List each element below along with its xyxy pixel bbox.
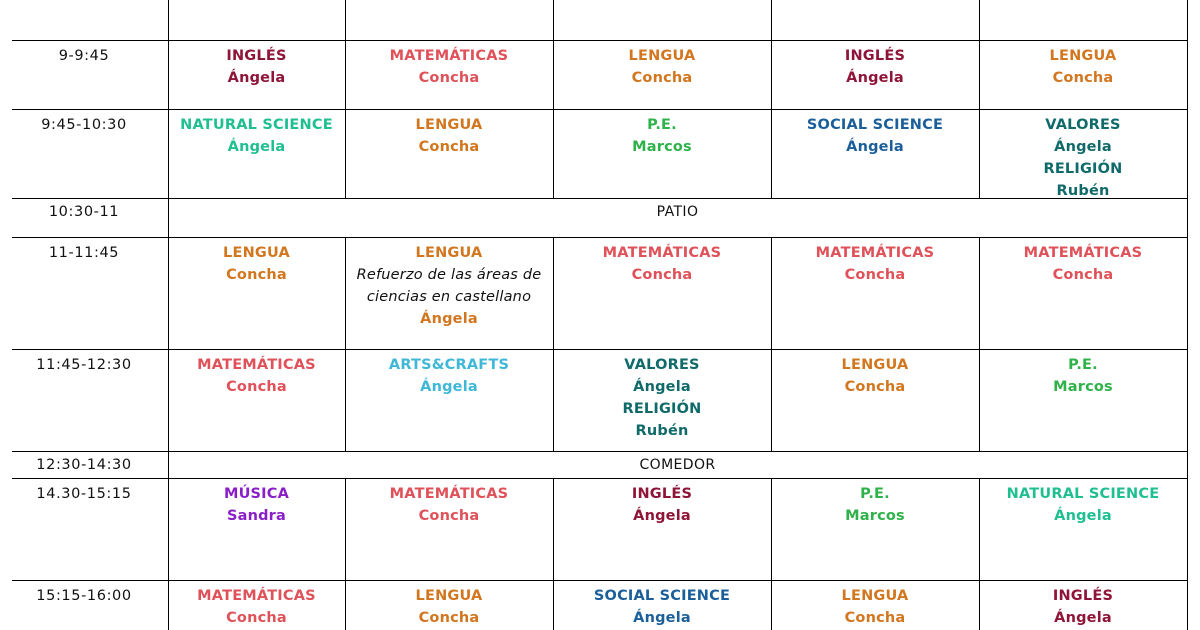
cell-text: RELIGIÓN [622, 401, 702, 417]
cell-text: RELIGIÓN [1043, 161, 1123, 177]
cell-text: Ángela [846, 70, 904, 86]
schedule-cell [168, 478, 345, 580]
subject-name: MATEMÁTICAS [1023, 245, 1143, 261]
cell-text: Ángela [633, 508, 691, 524]
subject-name: MATEMÁTICAS [197, 588, 316, 604]
subject-name: P.E. [647, 117, 677, 133]
subject-name: LENGUA [1049, 48, 1117, 64]
schedule-cell [979, 109, 1187, 198]
subject-name: MATEMÁTICAS [815, 245, 935, 261]
cell-text: Concha [631, 267, 693, 283]
schedule-cell [345, 0, 553, 40]
cell-text: Concha [418, 139, 480, 155]
cell-text: Rubén [1056, 183, 1110, 199]
cell-text: Concha [844, 610, 906, 626]
schedule-cell [771, 349, 979, 451]
cell-text: Ángela [846, 139, 904, 155]
cell-note: Refuerzo de las áreas de [356, 267, 542, 283]
cell-text: Marcos [845, 508, 905, 524]
time-slot: 14.30-15:15 [36, 486, 132, 502]
grid-line [1187, 40, 1188, 109]
subject-name: SOCIAL SCIENCE [593, 588, 731, 604]
cell-text: Ángela [227, 70, 286, 86]
time-slot: 9-9:45 [58, 48, 110, 64]
time-slot: 11:45-12:30 [36, 357, 132, 373]
schedule-cell [771, 237, 979, 349]
cell-text: Concha [226, 267, 287, 283]
schedule-cell [168, 580, 345, 630]
schedule-cell [168, 349, 345, 451]
cell-text: Ángela [1054, 610, 1112, 626]
subject-name: INGLÉS [226, 48, 287, 64]
subject-name: LENGUA [841, 588, 909, 604]
schedule-cell [345, 109, 553, 198]
subject-name: VALORES [624, 357, 700, 373]
subject-name: LENGUA [628, 48, 696, 64]
time-slot: 15:15-16:00 [36, 588, 132, 604]
cell-text: Concha [844, 379, 906, 395]
schedule-cell [771, 580, 979, 630]
schedule-cell [553, 0, 771, 40]
cell-text: Concha [418, 70, 480, 86]
cell-text: Ángela [633, 610, 691, 626]
subject-name: NATURAL SCIENCE [1006, 486, 1160, 502]
cell-text: Concha [844, 267, 906, 283]
subject-name: INGLÉS [631, 486, 693, 502]
time-slot [0, 0, 168, 40]
cell-text: Concha [226, 379, 287, 395]
schedule-cell [168, 40, 345, 109]
schedule-cell [553, 478, 771, 580]
schedule-cell [979, 478, 1187, 580]
cell-text: Sandra [226, 508, 287, 524]
subject-name: LENGUA [841, 357, 909, 373]
schedule-cell [168, 0, 345, 40]
time-slot: 11-11:45 [48, 245, 120, 261]
cell-text: Ángela [420, 379, 478, 395]
schedule-cell [553, 237, 771, 349]
cell-text: Ángela [420, 311, 478, 327]
subject-name: NATURAL SCIENCE [180, 117, 333, 133]
subject-name: VALORES [1045, 117, 1121, 133]
schedule-cell [168, 237, 345, 349]
grid-line [1187, 349, 1188, 451]
schedule-cell [979, 40, 1187, 109]
schedule-cell [345, 349, 553, 451]
time-slot: 9:45-10:30 [41, 117, 127, 133]
grid-line [1187, 237, 1188, 349]
cell-text: Ángela [227, 139, 286, 155]
grid-line [1187, 451, 1188, 478]
cell-text: Ángela [1054, 139, 1112, 155]
break-label: COMEDOR [639, 457, 716, 473]
schedule-cell [771, 109, 979, 198]
cell-text: Concha [418, 508, 480, 524]
schedule-cell [345, 580, 553, 630]
time-slot: 10:30-11 [48, 204, 120, 220]
schedule-cell [345, 40, 553, 109]
schedule-cell [771, 478, 979, 580]
cell-text: Concha [1052, 267, 1114, 283]
schedule-cell [979, 237, 1187, 349]
cell-text: Concha [631, 70, 693, 86]
cell-text: Marcos [1053, 379, 1113, 395]
cell-text: Ángela [633, 379, 691, 395]
schedule-cell [553, 349, 771, 451]
grid-line [1187, 580, 1188, 630]
subject-name: P.E. [860, 486, 890, 502]
subject-name: LENGUA [223, 245, 290, 261]
subject-name: LENGUA [415, 117, 483, 133]
subject-name: LENGUA [415, 245, 483, 261]
subject-name: MATEMÁTICAS [389, 48, 509, 64]
cell-text: Ángela [1054, 508, 1112, 524]
cell-text: Concha [1052, 70, 1114, 86]
schedule-cell [553, 40, 771, 109]
cell-text: Concha [418, 610, 480, 626]
subject-name: MATEMÁTICAS [602, 245, 722, 261]
subject-name: MATEMÁTICAS [197, 357, 316, 373]
grid-line [1187, 198, 1188, 237]
schedule-cell [345, 237, 553, 349]
grid-line [1187, 478, 1188, 580]
cell-text: Rubén [635, 423, 689, 439]
schedule-cell [979, 349, 1187, 451]
schedule-cell [553, 109, 771, 198]
subject-name: MÚSICA [223, 486, 290, 502]
subject-name: MATEMÁTICAS [389, 486, 509, 502]
subject-name: INGLÉS [844, 48, 906, 64]
subject-name: ARTS&CRAFTS [388, 357, 510, 373]
subject-name: P.E. [1068, 357, 1098, 373]
schedule-cell [979, 0, 1187, 40]
subject-name: LENGUA [415, 588, 483, 604]
cell-note: ciencias en castellano [366, 289, 532, 305]
break-label: PATIO [656, 204, 699, 220]
subject-name: INGLÉS [1052, 588, 1114, 604]
time-slot: 12:30-14:30 [36, 457, 132, 473]
schedule-cell [345, 478, 553, 580]
schedule-cell [979, 580, 1187, 630]
schedule-cell [771, 40, 979, 109]
schedule-cell [771, 0, 979, 40]
schedule-cell [553, 580, 771, 630]
subject-name: SOCIAL SCIENCE [806, 117, 944, 133]
grid-line [1187, 109, 1188, 198]
grid-line [1187, 0, 1188, 40]
cell-text: Concha [226, 610, 287, 626]
cell-text: Marcos [632, 139, 692, 155]
schedule-cell [168, 109, 345, 198]
